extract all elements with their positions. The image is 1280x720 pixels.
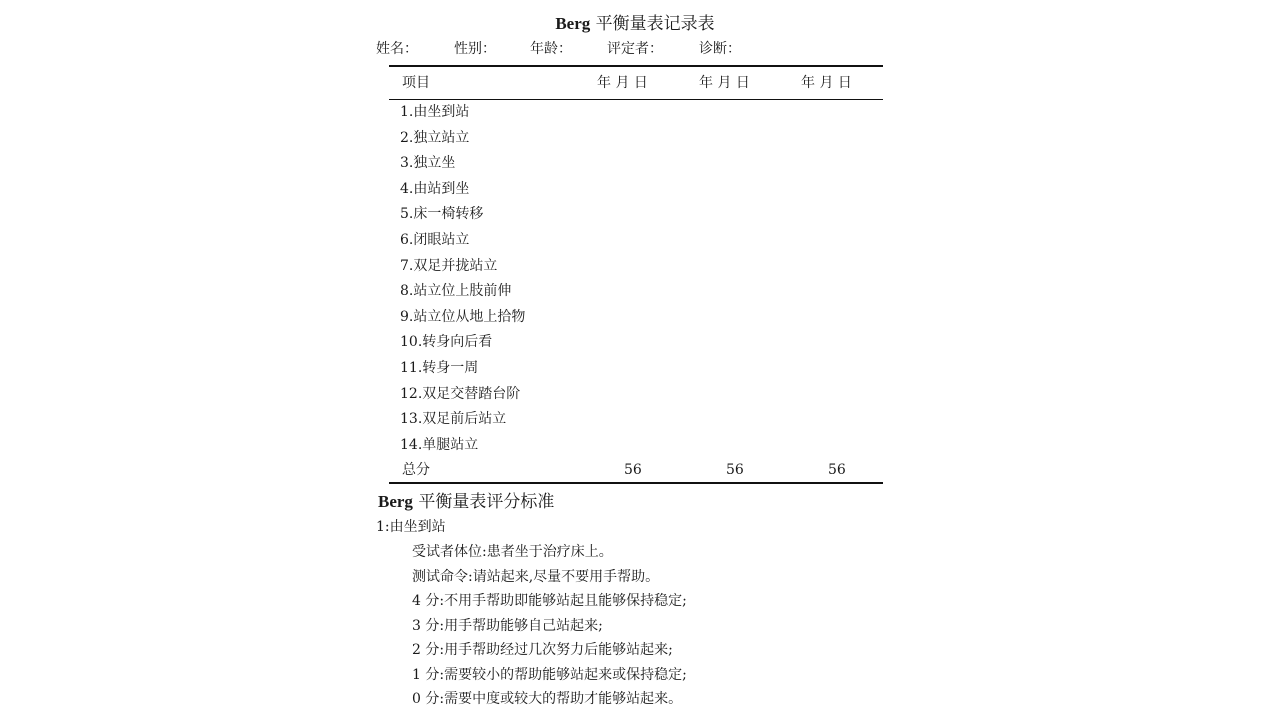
row-item-label: 5.床一椅转移 — [400, 206, 484, 223]
table-row — [389, 382, 883, 406]
table-row — [389, 100, 883, 124]
criteria-line: 受试者体位:患者坐于治疗床上。 — [412, 544, 613, 560]
age-label: 年龄： — [530, 41, 572, 57]
row-item-label: 13.双足前后站立 — [400, 411, 507, 428]
diagnosis-label: 诊断： — [699, 41, 741, 57]
header-date-2: 年 月 日 — [699, 75, 750, 91]
table-row — [389, 356, 883, 380]
record-form-title — [0, 12, 1270, 36]
table-row — [389, 202, 883, 226]
table-row-total — [389, 458, 883, 482]
table-top-rule — [389, 65, 883, 67]
table-row — [389, 407, 883, 431]
table-bottom-rule — [389, 482, 883, 484]
criteria-line: 0 分:需要中度或较大的帮助才能够站起来。 — [412, 691, 683, 707]
criteria-title — [378, 490, 554, 514]
row-item-label: 10.转身向后看 — [400, 334, 493, 351]
table-row — [389, 330, 883, 354]
row-item-label: 9.站立位从地上拾物 — [400, 308, 526, 325]
total-label: 总分 — [402, 462, 430, 479]
header-date-3: 年 月 日 — [801, 75, 852, 91]
total-value-1: 56 — [624, 462, 642, 479]
title-latin: Berg — [555, 14, 591, 33]
criteria-line: 测试命令:请站起来,尽量不要用手帮助。 — [412, 568, 660, 585]
row-item-label: 8.站立位上肢前伸 — [400, 283, 512, 300]
row-item-label: 2.独立站立 — [400, 129, 470, 146]
header-item: 项目 — [402, 75, 430, 91]
total-value-2: 56 — [726, 462, 744, 479]
table-row — [389, 279, 883, 303]
title-cn: 平衡量表记录表 — [590, 14, 715, 34]
row-item-label: 4.由站到坐 — [400, 180, 470, 197]
table-row — [389, 177, 883, 201]
table-row — [389, 228, 883, 252]
name-label: 姓名： — [376, 41, 418, 57]
criteria-title-cn: 平衡量表评分标准 — [412, 492, 555, 512]
criteria-line: 1 分:需要较小的帮助能够站起来或保持稳定; — [412, 666, 687, 683]
criteria-line: 3 分:用手帮助能够自己站起来; — [412, 617, 603, 634]
evaluator-label: 评定者： — [607, 41, 663, 57]
row-item-label: 6.闭眼站立 — [400, 232, 470, 248]
header-date-1: 年 月 日 — [597, 75, 648, 91]
criteria-title-latin: Berg — [378, 492, 413, 511]
table-row — [389, 151, 883, 175]
table-row — [389, 254, 883, 278]
gender-label: 性别： — [454, 41, 496, 57]
criteria-line: 2 分:用手帮助经过几次努力后能够站起来; — [412, 642, 673, 658]
row-item-label: 7.双足并拢站立 — [400, 257, 498, 274]
criteria-line: 4 分:不用手帮助即能够站起且能够保持稳定; — [412, 593, 687, 609]
table-row — [389, 126, 883, 150]
table-row — [389, 433, 883, 457]
row-item-label: 1.由坐到站 — [400, 104, 470, 120]
row-item-label: 12.双足交替踏台阶 — [400, 385, 521, 402]
total-value-3: 56 — [828, 462, 846, 479]
row-item-label: 3.独立坐 — [400, 155, 456, 172]
row-item-label: 11.转身一周 — [400, 360, 479, 376]
table-header — [389, 70, 883, 96]
row-item-label: 14.单腿站立 — [400, 436, 479, 453]
table-row — [389, 305, 883, 329]
criteria-item-heading: 1:由坐到站 — [376, 519, 446, 535]
